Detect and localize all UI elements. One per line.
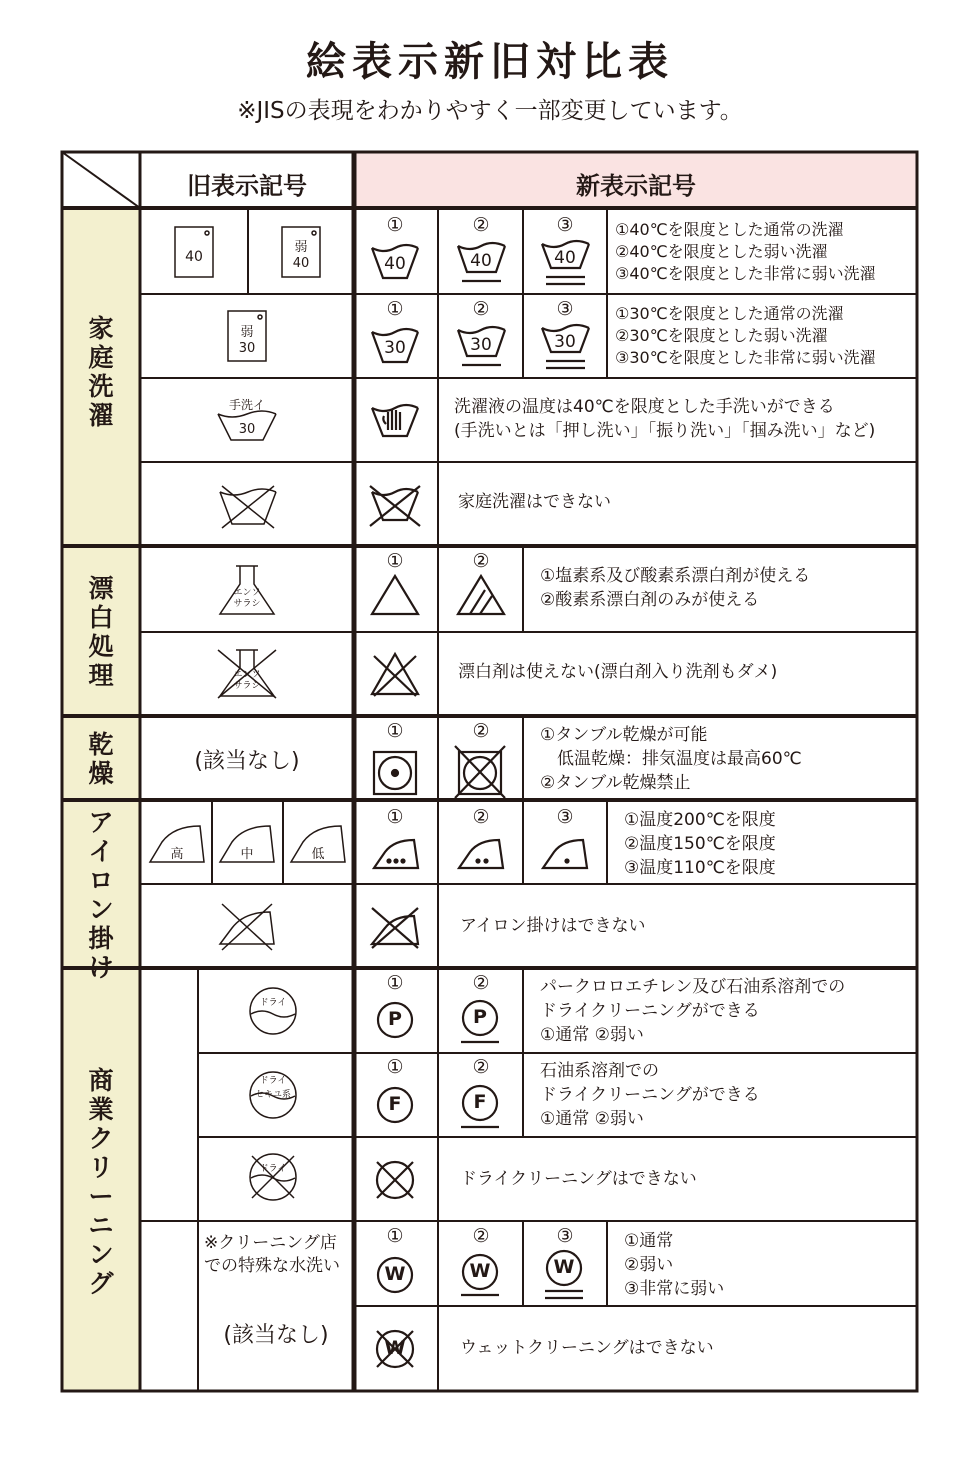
new-wet-letter: W — [384, 1263, 406, 1285]
desc-tumble-2: 低温乾燥：排気温度は最高60℃ — [540, 749, 802, 769]
desc-hand-1: 洗濯液の温度は40℃を限度とした手洗いができる — [454, 397, 835, 417]
num-1: ① — [386, 298, 404, 320]
new-wash30-temp: 30 — [470, 335, 492, 355]
old-washer-weak-label: 弱 — [294, 240, 308, 255]
desc-tumble-1: ①タンブル乾燥が可能 — [540, 725, 708, 745]
new-iron-high-icon — [374, 840, 418, 868]
new-bleach-any-icon — [372, 576, 418, 614]
num-1: ① — [386, 550, 404, 572]
desc-iron-2: ②温度150℃を限度 — [624, 834, 776, 854]
desc-wet-1: ①通常 — [624, 1231, 674, 1251]
num-1: ① — [386, 806, 404, 828]
desc-wash30-3: ③30℃を限度とした非常に弱い洗濯 — [615, 348, 876, 367]
desc-no-dry: ドライクリーニングはできない — [460, 1169, 697, 1189]
new-symbols-header: 新表示記号 — [576, 172, 696, 200]
old-iron-mid-label: 中 — [240, 847, 254, 862]
old-dry-sekiyu-label-2: セキユ系 — [254, 1090, 291, 1100]
category-iron: ア イ ロ ン 掛 け — [88, 808, 114, 982]
new-no-bleach-icon — [372, 654, 418, 696]
desc-iron-1: ①温度200℃を限度 — [624, 810, 776, 830]
wet-note-1: ※クリーニング店 — [204, 1233, 337, 1253]
new-no-tumble-icon — [455, 746, 505, 798]
category-bleach: 漂 白 処 理 — [88, 574, 114, 690]
category-dry: 乾 燥 — [88, 730, 114, 788]
num-1: ① — [386, 972, 404, 994]
num-3: ③ — [556, 214, 574, 236]
new-bleach-oxygen-icon — [458, 576, 504, 614]
dry-old-not-applicable: (該当なし) — [194, 749, 300, 774]
desc-no-bleach: 漂白剤は使えない(漂白剤入り洗剤もダメ) — [458, 662, 778, 682]
desc-dry-p-3: ①通常 ②弱い — [540, 1025, 644, 1045]
new-tumble-dry-icon — [374, 752, 416, 794]
new-dry-p-letter: P — [388, 1008, 402, 1030]
num-2: ② — [472, 550, 490, 572]
old-hand-wash-label: 手洗イ — [228, 398, 265, 412]
old-iron-high-label: 高 — [170, 847, 184, 862]
desc-hand-2: (手洗いとは「押し洗い」「振り洗い」「掴み洗い」など) — [454, 421, 876, 441]
new-iron-low-icon — [543, 840, 587, 868]
desc-iron-3: ③温度110℃を限度 — [624, 858, 776, 878]
category-home-wash: 家 庭 洗 濯 — [88, 314, 114, 430]
new-no-wash-icon — [370, 486, 420, 526]
desc-wash40-3: ③40℃を限度とした非常に弱い洗濯 — [615, 264, 876, 283]
old-dry-label: ドライ — [259, 998, 287, 1008]
new-iron-mid-icon — [459, 840, 503, 868]
old-no-wash-icon — [220, 486, 276, 528]
old-iron-low-label: 低 — [311, 847, 325, 862]
desc-wet-3: ③非常に弱い — [624, 1279, 725, 1299]
wet-note-2: での特殊な水洗い — [204, 1256, 340, 1276]
desc-bleach-2: ②酸素系漂白剤のみが使える — [540, 590, 760, 610]
page-title: 絵表示新旧対比表 — [306, 39, 674, 85]
new-dry-f-letter: F — [473, 1091, 487, 1113]
num-2: ② — [472, 214, 490, 236]
new-wash40-temp: 40 — [554, 248, 576, 268]
new-wet-letter: W — [553, 1256, 575, 1278]
old-washer-weak30-label: 30 — [238, 341, 256, 356]
desc-no-wet: ウェットクリーニングはできない — [460, 1338, 714, 1358]
new-wash30-temp: 30 — [554, 332, 576, 352]
num-1: ① — [386, 720, 404, 742]
old-bleach-label-2: サラシ — [233, 599, 261, 609]
desc-wash40-1: ①40℃を限度とした通常の洗濯 — [615, 220, 844, 239]
new-wash40-temp: 40 — [470, 251, 492, 271]
desc-dry-f-3: ①通常 ②弱い — [540, 1109, 644, 1129]
num-2: ② — [472, 1225, 490, 1247]
new-no-dry-icon — [377, 1162, 413, 1198]
old-no-dry-label: ドライ — [259, 1164, 287, 1174]
old-bleach-label-1: エンソ — [233, 588, 261, 598]
old-washer-40-label: 40 — [185, 249, 203, 265]
desc-no-wash: 家庭洗濯はできない — [458, 492, 611, 512]
num-3: ③ — [556, 1225, 574, 1247]
num-2: ② — [472, 298, 490, 320]
num-2: ② — [472, 972, 490, 994]
old-symbols-header: 旧表示記号 — [187, 172, 307, 200]
desc-wash40-2: ②40℃を限度とした弱い洗濯 — [615, 242, 828, 261]
old-washer-weak30-weak-label: 弱 — [240, 325, 254, 340]
old-hand-wash-temp: 30 — [238, 422, 256, 437]
desc-dry-f-2: ドライクリーニングができる — [540, 1085, 760, 1105]
desc-wet-2: ②弱い — [624, 1255, 674, 1275]
new-dry-f-letter: F — [388, 1093, 402, 1115]
new-no-wet-letter: W — [384, 1337, 406, 1359]
old-no-bleach-label-1: エンソ — [233, 670, 261, 680]
desc-dry-p-2: ドライクリーニングができる — [540, 1001, 760, 1021]
desc-dry-p-1: パークロロエチレン及び石油系溶剤での — [540, 977, 846, 997]
old-no-bleach-label-2: サラシ — [233, 681, 261, 691]
old-dry-sekiyu-label-1: ドライ — [259, 1076, 287, 1086]
num-3: ③ — [556, 806, 574, 828]
category-cleaning: 商 業 ク リ ー ニ ン グ — [88, 1066, 114, 1298]
new-wash40-temp: 40 — [384, 254, 406, 274]
desc-tumble-3: ②タンブル乾燥禁止 — [540, 773, 691, 793]
new-hand-wash-icon — [372, 405, 418, 436]
desc-wash30-2: ②30℃を限度とした弱い洗濯 — [615, 326, 828, 345]
new-wet-letter: W — [469, 1260, 491, 1282]
page-subtitle: ※JISの表現をわかりやすく一部変更しています。 — [237, 98, 743, 124]
num-1: ① — [386, 1225, 404, 1247]
wet-old-not-applicable: (該当なし) — [223, 1323, 329, 1348]
num-2: ② — [472, 720, 490, 742]
num-1: ① — [386, 214, 404, 236]
old-washer-weak40-label: 40 — [292, 256, 310, 271]
num-1: ① — [386, 1056, 404, 1078]
new-wash30-temp: 30 — [384, 338, 406, 358]
desc-no-iron: アイロン掛けはできない — [460, 916, 646, 936]
old-no-iron-icon — [220, 904, 274, 950]
num-2: ② — [472, 806, 490, 828]
desc-bleach-1: ①塩素系及び酸素系漂白剤が使える — [540, 566, 811, 586]
desc-wash30-1: ①30℃を限度とした通常の洗濯 — [615, 304, 844, 323]
new-no-iron-icon — [372, 908, 418, 948]
desc-dry-f-1: 石油系溶剤での — [540, 1061, 659, 1081]
new-dry-p-letter: P — [473, 1006, 487, 1028]
num-3: ③ — [556, 298, 574, 320]
num-2: ② — [472, 1056, 490, 1078]
